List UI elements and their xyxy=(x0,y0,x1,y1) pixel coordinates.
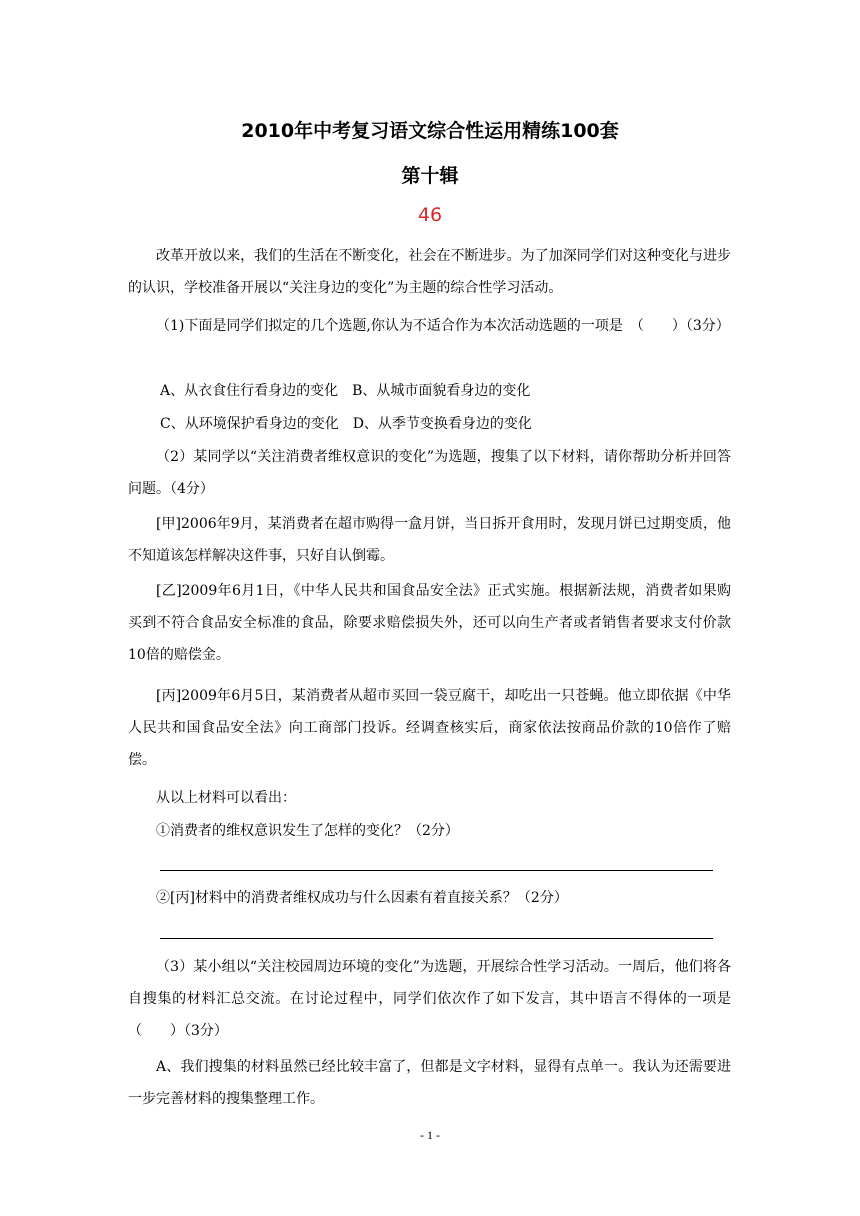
intro-paragraph: 改革开放以来，我们的生活在不断变化，社会在不断进步。为了加深同学们对这种变化与进步的认识，学校准备开展以“关注身边的变化”为主题的综合性学习活动。 xyxy=(128,248,731,296)
q2-material-yi: [乙]2009年6月1日，《中华人民共和国食品安全法》正式实施。根据新法规，消费者如果购买到不符合食品安全标准的食品，除要求赔偿损失外，还可以向生产者或者销售者要求支付价款10倍的赔偿金。 xyxy=(128,583,731,663)
q1-stem: （1)下面是同学们拟定的几个选题,你认为不适合作为本次活动选题的一项是 （ ）（3分） xyxy=(156,318,730,334)
q2-material-jia: [甲]2006年9月，某消费者在超市购得一盒月饼，当日拆开食用时，发现月饼已过期变质，他不知道该怎样解决这件事，只好自认倒霉。 xyxy=(128,516,731,564)
q2-material-bing: [丙]2009年6月5日，某消费者从超市买回一袋豆腐干，却吃出一只苍蝇。他立即依据《中华人民共和国食品安全法》向工商部门投诉。经调查核实后，商家依法按商品价款的10倍作了赔偿。 xyxy=(128,688,731,768)
q1-options-cd: C、从环境保护看身边的变化 D、从季节变换看身边的变化 xyxy=(160,416,532,432)
document-subtitle: 第十辑 xyxy=(401,165,459,187)
document-title: 2010年中考复习语文综合性运用精练100套 xyxy=(241,120,619,142)
q3-stem: （3）某小组以“关注校园周边环境的变化”为选题，开展综合性学习活动。一周后，他们将各自搜集的材料汇总交流。在讨论过程中，同学们依次作了如下发言，其中语言不得体的一项是（ ）（3分） xyxy=(128,959,731,1039)
question-set-number: 46 xyxy=(417,204,443,226)
q1-options-ab: A、从衣食住行看身边的变化 B、从城市面貌看身边的变化 xyxy=(160,383,531,399)
answer-line-1[interactable] xyxy=(160,870,713,871)
page-number: - 1 - xyxy=(420,1128,440,1142)
q2-lead: 从以上材料可以看出： xyxy=(156,790,296,806)
q2-sub-question-2: ②[丙]材料中的消费者维权成功与什么因素有着直接关系？（2分） xyxy=(156,890,568,906)
q2-stem: （2）某同学以“关注消费者维权意识的变化”为选题，搜集了以下材料，请你帮助分析并回答问题。（4分） xyxy=(128,449,731,497)
q2-sub-question-1: ①消费者的维权意识发生了怎样的变化？（2分） xyxy=(156,823,459,839)
answer-line-2[interactable] xyxy=(160,938,713,939)
q3-option-a: A、我们搜集的材料虽然已经比较丰富了，但都是文字材料，显得有点单一。我认为还需要进一步完善材料的搜集整理工作。 xyxy=(128,1059,731,1107)
